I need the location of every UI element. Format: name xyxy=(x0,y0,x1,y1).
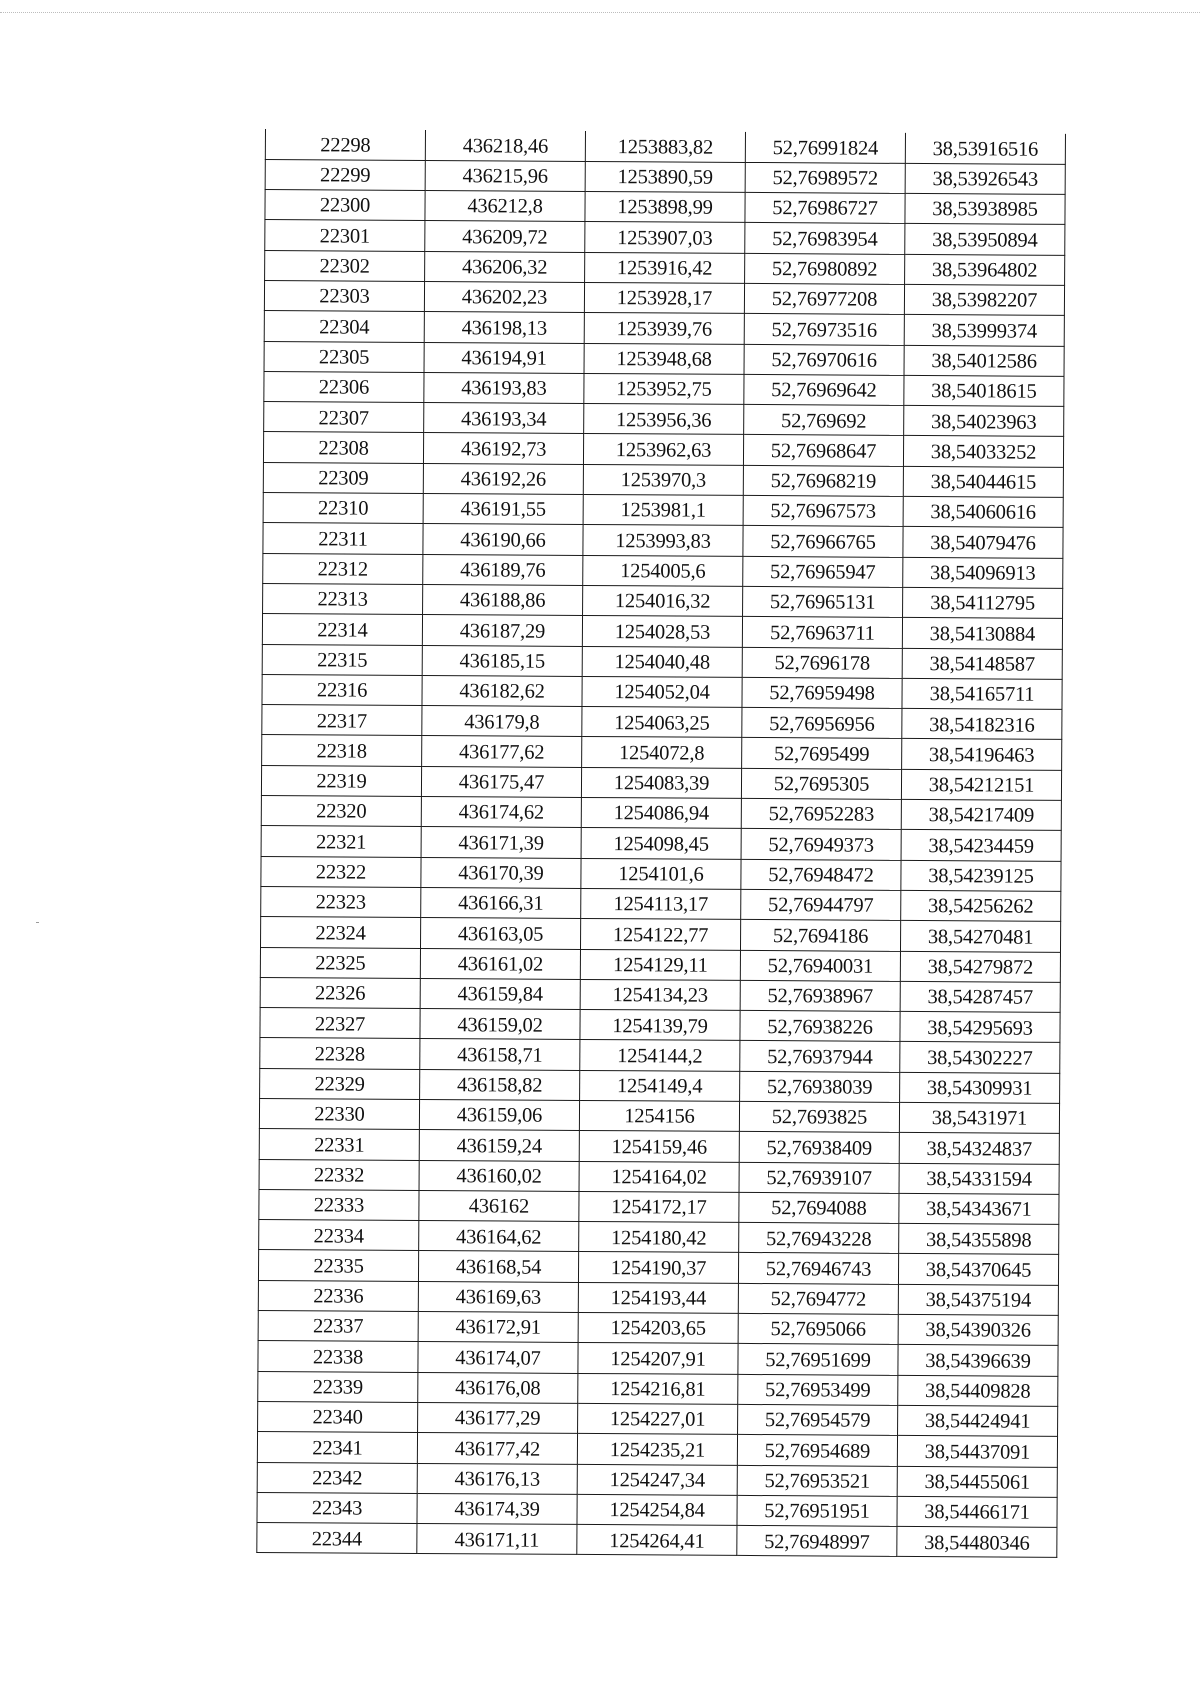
y-coordinate-cell: 1254083,39 xyxy=(581,767,741,798)
table-row xyxy=(258,1250,1058,1285)
latitude-cell: 52,76948997 xyxy=(737,1526,897,1557)
point-number-cell: 22306 xyxy=(264,371,424,402)
latitude-cell: 52,76949373 xyxy=(741,829,901,860)
table-row xyxy=(262,705,1062,740)
x-coordinate-cell: 436179,8 xyxy=(422,706,582,737)
latitude-cell: 52,76968219 xyxy=(743,465,903,496)
longitude-cell: 38,53916516 xyxy=(905,133,1065,164)
x-coordinate-cell: 436176,08 xyxy=(418,1372,578,1403)
point-number-cell: 22327 xyxy=(260,1008,420,1039)
y-coordinate-cell: 1254098,45 xyxy=(581,828,741,859)
table-row xyxy=(263,583,1063,618)
longitude-cell: 38,54302227 xyxy=(900,1042,1060,1073)
x-coordinate-cell: 436209,72 xyxy=(425,221,585,252)
x-coordinate-cell: 436158,82 xyxy=(420,1069,580,1100)
y-coordinate-cell: 1254139,79 xyxy=(580,1010,740,1041)
longitude-cell: 38,54130884 xyxy=(902,618,1062,649)
table-row xyxy=(263,493,1063,528)
point-number-cell: 22303 xyxy=(264,280,424,311)
x-coordinate-cell: 436174,62 xyxy=(421,796,581,827)
y-coordinate-cell: 1254203,65 xyxy=(578,1313,738,1344)
point-number-cell: 22302 xyxy=(265,250,425,281)
x-coordinate-cell: 436206,32 xyxy=(425,251,585,282)
latitude-cell: 52,76969642 xyxy=(744,374,904,405)
latitude-cell: 52,7694088 xyxy=(739,1192,899,1223)
latitude-cell: 52,76953499 xyxy=(738,1374,898,1405)
point-number-cell: 22337 xyxy=(258,1311,418,1342)
point-number-cell: 22313 xyxy=(263,583,423,614)
longitude-cell: 38,54295693 xyxy=(900,1012,1060,1043)
y-coordinate-cell: 1253898,99 xyxy=(585,192,745,223)
longitude-cell: 38,54112795 xyxy=(903,587,1063,618)
table-row xyxy=(265,190,1065,225)
point-number-cell: 22318 xyxy=(262,735,422,766)
longitude-cell: 38,54480346 xyxy=(897,1527,1057,1558)
x-coordinate-cell: 436177,62 xyxy=(422,736,582,767)
latitude-cell: 52,76983954 xyxy=(745,223,905,254)
latitude-cell: 52,76967573 xyxy=(743,495,903,526)
x-coordinate-cell: 436159,84 xyxy=(420,978,580,1009)
longitude-cell: 38,53926543 xyxy=(905,163,1065,194)
y-coordinate-cell: 1253970,3 xyxy=(583,464,743,495)
point-number-cell: 22300 xyxy=(265,190,425,221)
y-coordinate-cell: 1254235,21 xyxy=(577,1434,737,1465)
longitude-cell: 38,54370645 xyxy=(898,1254,1058,1285)
table-row xyxy=(263,523,1063,558)
table-row xyxy=(257,1523,1057,1558)
point-number-cell: 22301 xyxy=(265,220,425,251)
latitude-cell: 52,76946743 xyxy=(738,1253,898,1284)
y-coordinate-cell: 1254149,4 xyxy=(580,1070,740,1101)
table-row xyxy=(260,1038,1060,1073)
y-coordinate-cell: 1254052,04 xyxy=(582,676,742,707)
latitude-cell: 52,76954579 xyxy=(738,1404,898,1435)
y-coordinate-cell: 1254005,6 xyxy=(583,555,743,586)
y-coordinate-cell: 1253956,36 xyxy=(584,404,744,435)
point-number-cell: 22314 xyxy=(262,614,422,645)
x-coordinate-cell: 436168,54 xyxy=(418,1251,578,1282)
latitude-cell: 52,7695499 xyxy=(742,738,902,769)
longitude-cell: 38,54217409 xyxy=(901,799,1061,830)
longitude-cell: 38,54033252 xyxy=(903,436,1063,467)
longitude-cell: 38,54279872 xyxy=(900,951,1060,982)
y-coordinate-cell: 1254156 xyxy=(579,1100,739,1131)
x-coordinate-cell: 436159,06 xyxy=(419,1099,579,1130)
point-number-cell: 22340 xyxy=(258,1401,418,1432)
y-coordinate-cell: 1254072,8 xyxy=(582,737,742,768)
x-coordinate-cell: 436171,39 xyxy=(421,827,581,858)
x-coordinate-cell: 436159,24 xyxy=(419,1130,579,1161)
y-coordinate-cell: 1254164,02 xyxy=(579,1161,739,1192)
x-coordinate-cell: 436182,62 xyxy=(422,675,582,706)
table-row xyxy=(259,1159,1059,1194)
x-coordinate-cell: 436160,02 xyxy=(419,1160,579,1191)
x-coordinate-cell: 436170,39 xyxy=(421,857,581,888)
x-coordinate-cell: 436177,29 xyxy=(418,1402,578,1433)
latitude-cell: 52,76954689 xyxy=(737,1435,897,1466)
table-row xyxy=(258,1280,1058,1315)
point-number-cell: 22332 xyxy=(259,1159,419,1190)
point-number-cell: 22334 xyxy=(259,1220,419,1251)
table-row xyxy=(262,644,1062,679)
x-coordinate-cell: 436177,42 xyxy=(417,1433,577,1464)
latitude-cell: 52,76953521 xyxy=(737,1465,897,1496)
x-coordinate-cell: 436202,23 xyxy=(424,281,584,312)
x-coordinate-cell: 436159,02 xyxy=(420,1009,580,1040)
y-coordinate-cell: 1253981,1 xyxy=(583,495,743,526)
latitude-cell: 52,7695066 xyxy=(738,1313,898,1344)
longitude-cell: 38,54390326 xyxy=(898,1314,1058,1345)
longitude-cell: 38,54324837 xyxy=(899,1133,1059,1164)
point-number-cell: 22317 xyxy=(262,705,422,736)
table-row xyxy=(259,1189,1059,1224)
point-number-cell: 22336 xyxy=(258,1280,418,1311)
y-coordinate-cell: 1253890,59 xyxy=(585,161,745,192)
y-coordinate-cell: 1254254,84 xyxy=(577,1494,737,1525)
y-coordinate-cell: 1253907,03 xyxy=(585,222,745,253)
point-number-cell: 22307 xyxy=(264,402,424,433)
x-coordinate-cell: 436166,31 xyxy=(421,887,581,918)
table-row xyxy=(263,462,1063,497)
longitude-cell: 38,54212151 xyxy=(901,769,1061,800)
x-coordinate-cell: 436175,47 xyxy=(421,766,581,797)
table-row xyxy=(259,1129,1059,1164)
y-coordinate-cell: 1254144,2 xyxy=(580,1040,740,1071)
y-coordinate-cell: 1254180,42 xyxy=(579,1222,739,1253)
longitude-cell: 38,54096913 xyxy=(903,557,1063,588)
y-coordinate-cell: 1254207,91 xyxy=(578,1343,738,1374)
x-coordinate-cell: 436164,62 xyxy=(419,1221,579,1252)
y-coordinate-cell: 1254216,81 xyxy=(578,1373,738,1404)
x-coordinate-cell: 436212,8 xyxy=(425,191,585,222)
y-coordinate-cell: 1253962,63 xyxy=(583,434,743,465)
longitude-cell: 38,54309931 xyxy=(900,1072,1060,1103)
longitude-cell: 38,54044615 xyxy=(903,466,1063,497)
x-coordinate-cell: 436187,29 xyxy=(422,615,582,646)
longitude-cell: 38,54023963 xyxy=(904,406,1064,437)
point-number-cell: 22323 xyxy=(261,886,421,917)
longitude-cell: 38,54148587 xyxy=(902,648,1062,679)
x-coordinate-cell: 436174,07 xyxy=(418,1342,578,1373)
latitude-cell: 52,76968647 xyxy=(743,435,903,466)
point-number-cell: 22331 xyxy=(259,1129,419,1160)
y-coordinate-cell: 1254247,34 xyxy=(577,1464,737,1495)
y-coordinate-cell: 1254134,23 xyxy=(580,979,740,1010)
longitude-cell: 38,54455061 xyxy=(897,1466,1057,1497)
latitude-cell: 52,76951699 xyxy=(738,1344,898,1375)
y-coordinate-cell: 1254101,6 xyxy=(581,858,741,889)
table-row xyxy=(261,796,1061,831)
y-coordinate-cell: 1254113,17 xyxy=(581,888,741,919)
latitude-cell: 52,76937944 xyxy=(740,1041,900,1072)
y-coordinate-cell: 1253916,42 xyxy=(585,252,745,283)
y-coordinate-cell: 1254040,48 xyxy=(582,646,742,677)
y-coordinate-cell: 1254190,37 xyxy=(578,1252,738,1283)
longitude-cell: 38,54256262 xyxy=(901,890,1061,921)
x-coordinate-cell: 436169,63 xyxy=(418,1281,578,1312)
longitude-cell: 38,54239125 xyxy=(901,860,1061,891)
y-coordinate-cell: 1253952,75 xyxy=(584,373,744,404)
latitude-cell: 52,76973516 xyxy=(744,314,904,345)
table-row xyxy=(264,371,1064,406)
longitude-cell: 38,54165711 xyxy=(902,678,1062,709)
point-number-cell: 22298 xyxy=(265,129,425,160)
x-coordinate-cell: 436174,39 xyxy=(417,1493,577,1524)
point-number-cell: 22326 xyxy=(260,977,420,1008)
point-number-cell: 22319 xyxy=(261,765,421,796)
table-row xyxy=(265,159,1065,194)
latitude-cell: 52,76977208 xyxy=(744,283,904,314)
table-row xyxy=(264,311,1064,346)
x-coordinate-cell: 436193,83 xyxy=(424,372,584,403)
table-row xyxy=(260,977,1060,1012)
latitude-cell: 52,76989572 xyxy=(745,162,905,193)
longitude-cell: 38,54270481 xyxy=(900,921,1060,952)
latitude-cell: 52,76938967 xyxy=(740,980,900,1011)
table-row xyxy=(265,129,1065,164)
latitude-cell: 52,7695305 xyxy=(741,768,901,799)
table-row xyxy=(264,280,1064,315)
y-coordinate-cell: 1254227,01 xyxy=(578,1403,738,1434)
point-number-cell: 22329 xyxy=(260,1068,420,1099)
table-row xyxy=(260,1008,1060,1043)
scan-top-edge xyxy=(0,12,1200,13)
point-number-cell: 22328 xyxy=(260,1038,420,1069)
point-number-cell: 22299 xyxy=(265,159,425,190)
table-row xyxy=(258,1371,1058,1406)
table-row xyxy=(258,1341,1058,1376)
table-row xyxy=(262,614,1062,649)
table-row xyxy=(258,1401,1058,1436)
x-coordinate-cell: 436158,71 xyxy=(420,1039,580,1070)
latitude-cell: 52,76966765 xyxy=(743,526,903,557)
longitude-cell: 38,54182316 xyxy=(902,709,1062,740)
y-coordinate-cell: 1253883,82 xyxy=(585,131,745,162)
latitude-cell: 52,76963711 xyxy=(742,617,902,648)
longitude-cell: 38,54079476 xyxy=(903,527,1063,558)
table-row xyxy=(258,1311,1058,1346)
table-row xyxy=(265,250,1065,285)
table-row xyxy=(257,1492,1057,1527)
x-coordinate-cell: 436191,55 xyxy=(423,494,583,525)
x-coordinate-cell: 436188,86 xyxy=(423,584,583,615)
longitude-cell: 38,54396639 xyxy=(898,1345,1058,1376)
latitude-cell: 52,76944797 xyxy=(741,889,901,920)
latitude-cell: 52,76952283 xyxy=(741,798,901,829)
scan-speck xyxy=(36,922,39,923)
latitude-cell: 52,76986727 xyxy=(745,193,905,224)
y-coordinate-cell: 1254193,44 xyxy=(578,1282,738,1313)
point-number-cell: 22343 xyxy=(257,1492,417,1523)
table-row xyxy=(263,432,1063,467)
longitude-cell: 38,53999374 xyxy=(904,315,1064,346)
longitude-cell: 38,54234459 xyxy=(901,830,1061,861)
point-number-cell: 22342 xyxy=(257,1462,417,1493)
latitude-cell: 52,7696178 xyxy=(742,647,902,678)
table-row xyxy=(261,765,1061,800)
latitude-cell: 52,76970616 xyxy=(744,344,904,375)
table-row xyxy=(257,1432,1057,1467)
table-row xyxy=(263,553,1063,588)
y-coordinate-cell: 1254063,25 xyxy=(582,707,742,738)
y-coordinate-cell: 1254159,46 xyxy=(579,1131,739,1162)
table-row xyxy=(262,735,1062,770)
table-row xyxy=(262,674,1062,709)
point-number-cell: 22325 xyxy=(260,947,420,978)
x-coordinate-cell: 436215,96 xyxy=(425,160,585,191)
latitude-cell: 52,76938409 xyxy=(739,1132,899,1163)
table-row xyxy=(261,886,1061,921)
point-number-cell: 22321 xyxy=(261,826,421,857)
table-row xyxy=(261,856,1061,891)
latitude-cell: 52,76959498 xyxy=(742,677,902,708)
point-number-cell: 22305 xyxy=(264,341,424,372)
latitude-cell: 52,76965131 xyxy=(743,586,903,617)
point-number-cell: 22304 xyxy=(264,311,424,342)
x-coordinate-cell: 436193,34 xyxy=(424,403,584,434)
x-coordinate-cell: 436218,46 xyxy=(425,130,585,161)
y-coordinate-cell: 1254086,94 xyxy=(581,797,741,828)
longitude-cell: 38,54466171 xyxy=(897,1496,1057,1527)
longitude-cell: 38,54355898 xyxy=(899,1224,1059,1255)
point-number-cell: 22315 xyxy=(262,644,422,675)
latitude-cell: 52,7693825 xyxy=(739,1101,899,1132)
longitude-cell: 38,54012586 xyxy=(904,345,1064,376)
point-number-cell: 22338 xyxy=(258,1341,418,1372)
latitude-cell: 52,7694772 xyxy=(738,1283,898,1314)
coordinates-table xyxy=(256,129,1066,1558)
x-coordinate-cell: 436192,26 xyxy=(423,463,583,494)
x-coordinate-cell: 436198,13 xyxy=(424,312,584,343)
x-coordinate-cell: 436192,73 xyxy=(423,433,583,464)
longitude-cell: 38,54018615 xyxy=(904,375,1064,406)
x-coordinate-cell: 436189,76 xyxy=(423,554,583,585)
y-coordinate-cell: 1253939,76 xyxy=(584,313,744,344)
y-coordinate-cell: 1254016,32 xyxy=(583,585,743,616)
longitude-cell: 38,53950894 xyxy=(905,224,1065,255)
latitude-cell: 52,76939107 xyxy=(739,1162,899,1193)
x-coordinate-cell: 436171,11 xyxy=(417,1524,577,1555)
point-number-cell: 22330 xyxy=(259,1098,419,1129)
x-coordinate-cell: 436194,91 xyxy=(424,342,584,373)
point-number-cell: 22322 xyxy=(261,856,421,887)
point-number-cell: 22335 xyxy=(258,1250,418,1281)
latitude-cell: 52,7694186 xyxy=(740,920,900,951)
table-row xyxy=(261,826,1061,861)
point-number-cell: 22339 xyxy=(258,1371,418,1402)
longitude-cell: 38,54287457 xyxy=(900,981,1060,1012)
y-coordinate-cell: 1254129,11 xyxy=(580,949,740,980)
y-coordinate-cell: 1253993,83 xyxy=(583,525,743,556)
longitude-cell: 38,53964802 xyxy=(905,254,1065,285)
point-number-cell: 22308 xyxy=(263,432,423,463)
latitude-cell: 52,76938039 xyxy=(740,1071,900,1102)
y-coordinate-cell: 1254122,77 xyxy=(580,919,740,950)
longitude-cell: 38,54343671 xyxy=(899,1193,1059,1224)
y-coordinate-cell: 1254172,17 xyxy=(579,1191,739,1222)
longitude-cell: 38,54196463 xyxy=(902,739,1062,770)
point-number-cell: 22333 xyxy=(259,1189,419,1220)
table-row xyxy=(260,1068,1060,1103)
x-coordinate-cell: 436185,15 xyxy=(422,645,582,676)
latitude-cell: 52,76956956 xyxy=(742,708,902,739)
latitude-cell: 52,76948472 xyxy=(741,859,901,890)
longitude-cell: 38,54331594 xyxy=(899,1163,1059,1194)
y-coordinate-cell: 1254264,41 xyxy=(577,1525,737,1556)
x-coordinate-cell: 436176,13 xyxy=(417,1463,577,1494)
point-number-cell: 22309 xyxy=(263,462,423,493)
longitude-cell: 38,53938985 xyxy=(905,194,1065,225)
longitude-cell: 38,54437091 xyxy=(897,1436,1057,1467)
longitude-cell: 38,53982207 xyxy=(904,284,1064,315)
longitude-cell: 38,54424941 xyxy=(898,1405,1058,1436)
table-row xyxy=(261,917,1061,952)
point-number-cell: 22324 xyxy=(261,917,421,948)
table-row xyxy=(265,220,1065,255)
y-coordinate-cell: 1254028,53 xyxy=(582,616,742,647)
longitude-cell: 38,54375194 xyxy=(898,1284,1058,1315)
latitude-cell: 52,76951951 xyxy=(737,1495,897,1526)
latitude-cell: 52,76940031 xyxy=(740,950,900,981)
y-coordinate-cell: 1253948,68 xyxy=(584,343,744,374)
latitude-cell: 52,76991824 xyxy=(745,132,905,163)
table-row xyxy=(259,1220,1059,1255)
x-coordinate-cell: 436162 xyxy=(419,1190,579,1221)
x-coordinate-cell: 436163,05 xyxy=(421,918,581,949)
table-row xyxy=(257,1462,1057,1497)
point-number-cell: 22316 xyxy=(262,674,422,705)
table-row xyxy=(260,947,1060,982)
coordinates-table-body xyxy=(257,129,1066,1558)
longitude-cell: 38,54409828 xyxy=(898,1375,1058,1406)
latitude-cell: 52,769692 xyxy=(744,405,904,436)
point-number-cell: 22341 xyxy=(257,1432,417,1463)
point-number-cell: 22312 xyxy=(263,553,423,584)
y-coordinate-cell: 1253928,17 xyxy=(584,282,744,313)
table-row xyxy=(259,1098,1059,1133)
point-number-cell: 22344 xyxy=(257,1523,417,1554)
x-coordinate-cell: 436172,91 xyxy=(418,1312,578,1343)
table-row xyxy=(264,402,1064,437)
longitude-cell: 38,5431971 xyxy=(899,1102,1059,1133)
x-coordinate-cell: 436161,02 xyxy=(420,948,580,979)
point-number-cell: 22320 xyxy=(261,796,421,827)
latitude-cell: 52,76980892 xyxy=(745,253,905,284)
point-number-cell: 22311 xyxy=(263,523,423,554)
table-row xyxy=(264,341,1064,376)
latitude-cell: 52,76938226 xyxy=(740,1011,900,1042)
x-coordinate-cell: 436190,66 xyxy=(423,524,583,555)
latitude-cell: 52,76965947 xyxy=(743,556,903,587)
point-number-cell: 22310 xyxy=(263,493,423,524)
longitude-cell: 38,54060616 xyxy=(903,496,1063,527)
latitude-cell: 52,76943228 xyxy=(739,1223,899,1254)
